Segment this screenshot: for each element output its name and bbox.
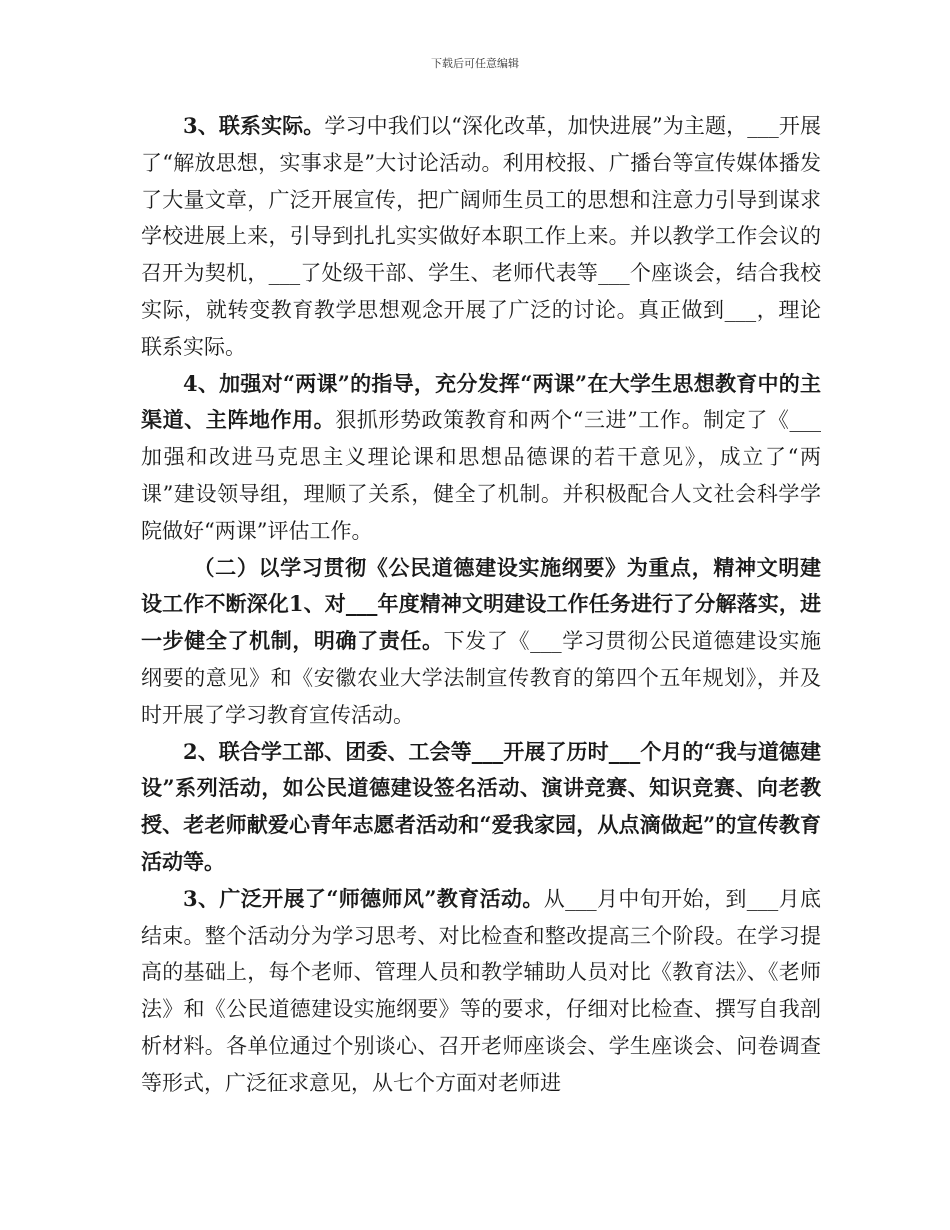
paragraph-3-text: 下发了《___学习贯彻公民道德建设实施纲要的意见》和《安徽农业大学法制宣传教育的第四个五年规划》，并及时开展了学习教育宣传活动。 [141, 629, 822, 727]
paragraph-4 [141, 734, 821, 881]
paragraph-2-heading: 4、加强对“两课”的指导，充分发挥“两课”在大学生思想教育中的主渠道、主阵地作用。 [141, 370, 821, 433]
paragraph-1-heading: 3、联系实际。 [183, 113, 325, 138]
paragraph-5-text: 从___月中旬开始，到___月底结束。整个活动分为学习思考、对比检查和整改提高三个阶段。在学习提高的基础上，每个老师、管理人员和教学辅助人员对比《教育法》、《老师法》和《公民道德建设实施纲要》等的要求，仔细对比检查、撰写自我剖析材料。各单位通过个别谈心、召开老师座谈会、学生座谈会、问卷调查等形式，广泛征求意见，从七个方面对老师进 [141, 886, 821, 1095]
paragraph-3 [141, 550, 821, 734]
document-body [141, 108, 821, 1102]
paragraph-5-heading: 3、广泛开展了“师德师风”教育活动。 [183, 885, 544, 911]
paragraph-3-heading: （二）以学习贯彻《公民道德建设实施纲要》为重点，精神文明建设工作不断深化1、对___年度精神文明建设工作任务进行了分解落实，进一步健全了机制，明确了责任。 [141, 554, 821, 654]
paragraph-4-heading: 2、联合学工部、团委、工会等___开展了历时___个月的“我与道德建设”系列活动，如公民道德建设签名活动、演讲竞赛、知识竞赛、向老教授、老老师献爱心青年志愿者活动和“爱我家园，从点滴做起”的宣传教育活动等。 [141, 738, 821, 874]
paragraph-1 [141, 108, 821, 366]
paragraph-2 [141, 366, 821, 550]
paragraph-2-text: 狠抓形势政策教育和两个“三进”工作。制定了《___加强和改进马克思主义理论课和思想品德课的若干意见》，成立了“两课”建设领导组，理顺了关系，健全了机制。并积极配合人文社会科学学院做好“两课”评估工作。 [141, 408, 821, 543]
page-header: 下载后可任意编辑 [431, 57, 519, 70]
paragraph-5 [141, 881, 821, 1102]
paragraph-1-text: 学习中我们以“深化改革，加快进展”为主题，___开展了“解放思想，实事求是”大讨论活动。利用校报、广播台等宣传媒体播发了大量文章，广泛开展宣传，把广阔师生员工的思想和注意力引导到谋求学校进展上来，引导到扎扎实实做好本职工作上来。并以教学工作会议的召开为契机，___了处级干部、学生、老师代表等___个座谈会，结合我校实际，就转变教育教学思想观念开展了广泛的讨论。真正做到___，理论联系实际。 [141, 114, 821, 359]
